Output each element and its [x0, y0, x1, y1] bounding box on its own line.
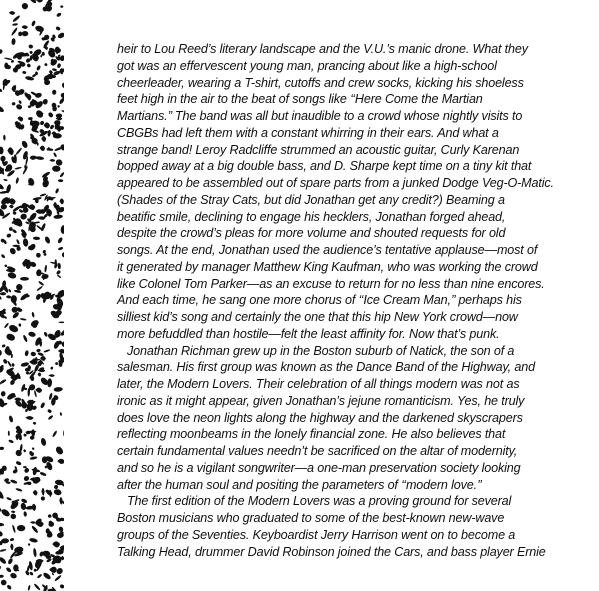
speckle-blot [60, 531, 63, 534]
article-line: Martians.’’ The band was all but inaudible to a crowd whose nightly visits to [117, 109, 523, 123]
article-line: feet high in the air to the beat of songs like ‘‘Here Come the Martian [117, 92, 483, 107]
speckle-blot [20, 277, 29, 281]
article-line: Talking Head, drummer David Robinson joined the Cars, and bass player Ernie [117, 544, 546, 559]
article-line: cheerleader, wearing a T-shirt, cutoffs and crew socks, kicking his shoeless [117, 75, 524, 90]
article-line: salesman. His first group was known as the Dance Band of the Highway, and [117, 360, 535, 375]
article-line: silliest kid’s song and certainly the one that this hip New York crowd—now [117, 310, 518, 324]
article-line: certain fundamental values needn’t be sacrificed on the altar of modernity, [117, 444, 518, 458]
article-line: reflecting moonbeams in the lonely financial zone. He also believes that [117, 427, 506, 442]
speckle-pattern-icon [0, 0, 64, 591]
article-body [117, 41, 557, 560]
article-line: And each time, he sang one more chorus of ‘‘Ice Cream Man,’’ perhaps his [117, 293, 522, 308]
article-line: CBGBs had left them with a constant whirring in their ears. And what a [117, 125, 499, 140]
article-line: groups of the Seventies. Keyboardist Jerry Harrison went on to become a [117, 527, 516, 542]
article-line: bopped away at a big double bass, and D. Sharpe kept time on a tiny kit that [117, 159, 532, 174]
speckle-blot [0, 292, 6, 295]
article-line: does love the neon lights along the highway and the darkened skyscrapers [117, 410, 523, 425]
paragraph-first-line: Jonathan Richman grew up in the Boston suburb of Natick, the son of a [127, 343, 515, 358]
speckle-pattern-strip [0, 0, 64, 591]
article-line: like Colonel Tom Parker—as an excuse to return for no less than nine encores. [117, 276, 545, 291]
article-line: appeared to be assembled out of spare parts from a junked Dodge Veg-O-Matic. [117, 176, 554, 190]
article-line: heir to Lou Reed’s literary landscape and the V.U.’s manic drone. What they [117, 42, 528, 56]
article-line: ironic as it might appear, given Jonathan’s jejune romanticism. Yes, he truly [117, 393, 525, 408]
article-line: it generated by manager Matthew King Kaufman, who was working the crowd [117, 259, 538, 274]
article-line: despite the crowd’s pleas for more volume and shouted requests for old [117, 226, 506, 241]
article-line: and so he is a vigilant songwriter—a one-man preservation society looking [117, 460, 521, 475]
article-line: strange band! Leroy Radcliffe strummed an acoustic guitar, Curly Karenan [117, 142, 520, 157]
article-line: Boston musicians who graduated to some of the best-known new-wave [117, 511, 505, 525]
article-line: got was an effervescent young man, prancing about like a high-school [117, 58, 497, 73]
article-line: later, the Modern Lovers. Their celebration of all things modern was not as [117, 377, 520, 391]
article-line: beatific smile, declining to engage his hecklers, Jonathan forged ahead, [117, 209, 506, 224]
article-line: more befuddled than hostile—felt the least affinity for. Now that’s punk. [117, 326, 500, 341]
speckle-blot [22, 31, 29, 36]
article-line: after the human soul and positing the parameters of ‘‘modern love.’’ [117, 477, 482, 492]
paragraph-first-line: The first edition of the Modern Lovers was a proving ground for several [127, 494, 512, 509]
article-line: songs. At the end, Jonathan used the audience’s tentative applause—most of [117, 243, 538, 257]
article-line: (Shades of the Stray Cats, but did Jonathan get any credit?) Beaming a [117, 192, 505, 207]
